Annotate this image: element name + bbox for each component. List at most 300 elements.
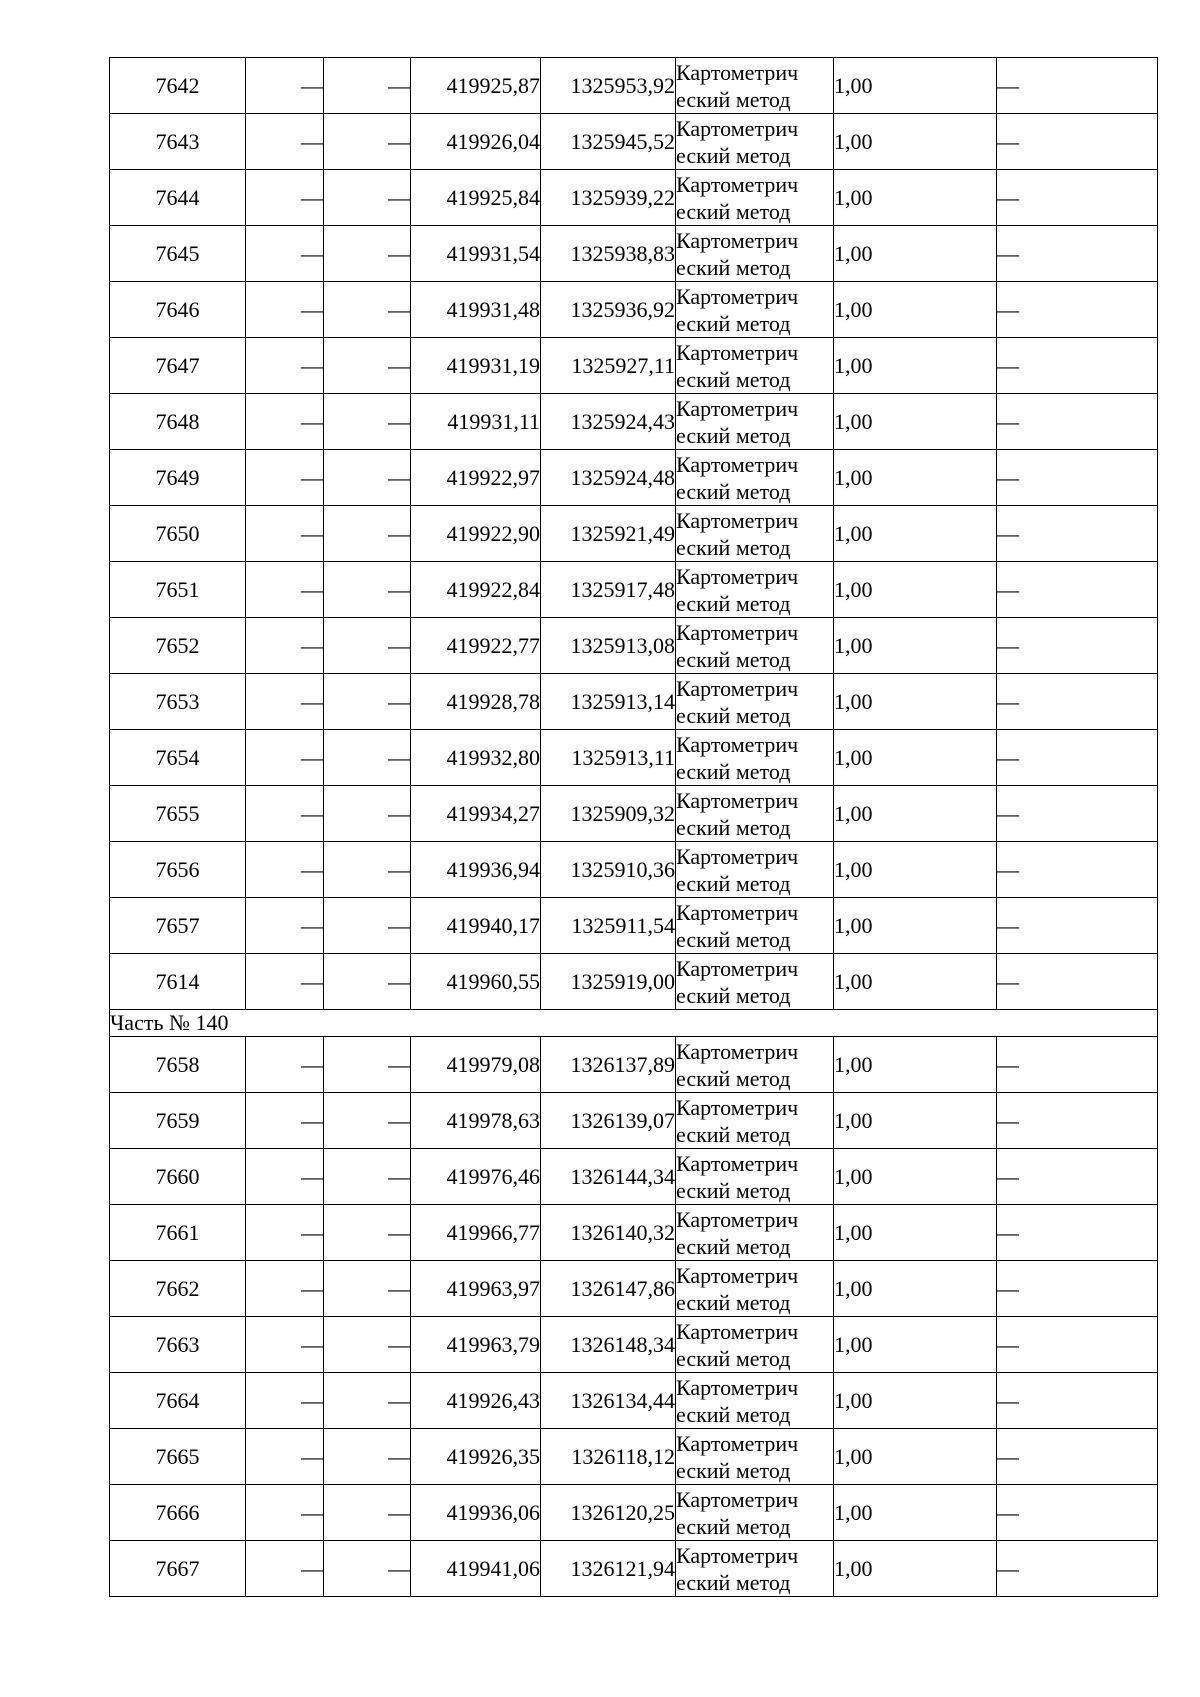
description-cell: — — [997, 394, 1158, 450]
method-cell — [676, 674, 834, 730]
accuracy-cell: 1,00 — [834, 1205, 997, 1261]
old-y-cell: — — [324, 1149, 411, 1205]
method-line-2: еский метод — [676, 1233, 791, 1259]
method-line-1: Картометрич — [676, 171, 799, 197]
table-row — [110, 1037, 1158, 1093]
description-cell: — — [997, 58, 1158, 114]
point-number-cell: 7659 — [110, 1093, 246, 1149]
old-x-cell: — — [246, 954, 324, 1010]
method-line-2: еский метод — [676, 758, 791, 784]
description-cell: — — [997, 450, 1158, 506]
y-coordinate-cell: 1326134,44 — [541, 1373, 676, 1429]
description-cell: — — [997, 338, 1158, 394]
description-cell: — — [997, 1485, 1158, 1541]
accuracy-cell: 1,00 — [834, 1037, 997, 1093]
old-x-cell: — — [246, 170, 324, 226]
point-number-cell: 7650 — [110, 506, 246, 562]
accuracy-cell: 1,00 — [834, 1429, 997, 1485]
point-number-cell: 7662 — [110, 1261, 246, 1317]
method-cell — [676, 1373, 834, 1429]
old-x-cell: — — [246, 730, 324, 786]
accuracy-cell: 1,00 — [834, 1373, 997, 1429]
method-line-1: Картометрич — [676, 1038, 799, 1064]
method-line-1: Картометрич — [676, 1150, 799, 1176]
table-row — [110, 282, 1158, 338]
method-line-2: еский метод — [676, 1401, 791, 1427]
description-cell: — — [997, 674, 1158, 730]
method-line-2: еский метод — [676, 590, 791, 616]
y-coordinate-cell: 1325911,54 — [541, 898, 676, 954]
y-coordinate-cell: 1325938,83 — [541, 226, 676, 282]
method-line-1: Картометрич — [676, 339, 799, 365]
x-coordinate-cell: 419922,84 — [411, 562, 541, 618]
point-number-cell: 7649 — [110, 450, 246, 506]
description-cell: — — [997, 170, 1158, 226]
old-y-cell: — — [324, 58, 411, 114]
method-line-2: еский метод — [676, 422, 791, 448]
description-cell: — — [997, 1373, 1158, 1429]
old-x-cell: — — [246, 674, 324, 730]
description-cell: — — [997, 562, 1158, 618]
table-row — [110, 1373, 1158, 1429]
old-x-cell: — — [246, 842, 324, 898]
old-x-cell: — — [246, 1317, 324, 1373]
point-number-cell: 7655 — [110, 786, 246, 842]
point-number-cell: 7647 — [110, 338, 246, 394]
old-x-cell: — — [246, 114, 324, 170]
point-number-cell: 7656 — [110, 842, 246, 898]
section-title: Часть № 140 — [110, 1010, 1158, 1037]
table-row — [110, 226, 1158, 282]
y-coordinate-cell: 1325945,52 — [541, 114, 676, 170]
method-line-2: еский метод — [676, 310, 791, 336]
old-x-cell: — — [246, 786, 324, 842]
method-line-1: Картометрич — [676, 283, 799, 309]
x-coordinate-cell: 419978,63 — [411, 1093, 541, 1149]
y-coordinate-cell: 1326137,89 — [541, 1037, 676, 1093]
method-line-1: Картометрич — [676, 731, 799, 757]
table-body — [110, 58, 1158, 1597]
old-y-cell: — — [324, 1261, 411, 1317]
method-line-2: еский метод — [676, 870, 791, 896]
point-number-cell: 7651 — [110, 562, 246, 618]
old-y-cell: — — [324, 1541, 411, 1597]
y-coordinate-cell: 1325913,08 — [541, 618, 676, 674]
old-x-cell: — — [246, 58, 324, 114]
description-cell: — — [997, 506, 1158, 562]
y-coordinate-cell: 1326120,25 — [541, 1485, 676, 1541]
method-line-2: еский метод — [676, 1121, 791, 1147]
description-cell: — — [997, 618, 1158, 674]
method-line-2: еский метод — [676, 366, 791, 392]
table-row — [110, 450, 1158, 506]
point-number-cell: 7648 — [110, 394, 246, 450]
description-cell: — — [997, 954, 1158, 1010]
y-coordinate-cell: 1326121,94 — [541, 1541, 676, 1597]
method-line-1: Картометрич — [676, 787, 799, 813]
method-cell — [676, 450, 834, 506]
method-line-2: еский метод — [676, 478, 791, 504]
old-y-cell: — — [324, 674, 411, 730]
table-row — [110, 1149, 1158, 1205]
old-y-cell: — — [324, 1205, 411, 1261]
description-cell: — — [997, 1149, 1158, 1205]
method-cell — [676, 282, 834, 338]
old-y-cell: — — [324, 226, 411, 282]
method-cell — [676, 1261, 834, 1317]
method-cell — [676, 394, 834, 450]
old-x-cell: — — [246, 898, 324, 954]
table-row — [110, 1317, 1158, 1373]
method-line-1: Картометрич — [676, 1486, 799, 1512]
point-number-cell: 7653 — [110, 674, 246, 730]
accuracy-cell: 1,00 — [834, 338, 997, 394]
old-y-cell: — — [324, 1093, 411, 1149]
old-x-cell: — — [246, 1373, 324, 1429]
y-coordinate-cell: 1325936,92 — [541, 282, 676, 338]
old-x-cell: — — [246, 562, 324, 618]
method-line-2: еский метод — [676, 982, 791, 1008]
accuracy-cell: 1,00 — [834, 58, 997, 114]
method-cell — [676, 1485, 834, 1541]
method-cell — [676, 1205, 834, 1261]
y-coordinate-cell: 1326147,86 — [541, 1261, 676, 1317]
accuracy-cell: 1,00 — [834, 450, 997, 506]
accuracy-cell: 1,00 — [834, 954, 997, 1010]
table-row — [110, 338, 1158, 394]
y-coordinate-cell: 1326144,34 — [541, 1149, 676, 1205]
method-cell — [676, 1317, 834, 1373]
old-y-cell: — — [324, 394, 411, 450]
old-y-cell: — — [324, 1429, 411, 1485]
x-coordinate-cell: 419926,43 — [411, 1373, 541, 1429]
old-y-cell: — — [324, 954, 411, 1010]
accuracy-cell: 1,00 — [834, 170, 997, 226]
point-number-cell: 7665 — [110, 1429, 246, 1485]
method-line-2: еский метод — [676, 814, 791, 840]
accuracy-cell: 1,00 — [834, 114, 997, 170]
method-cell — [676, 730, 834, 786]
old-x-cell: — — [246, 1205, 324, 1261]
method-line-1: Картометрич — [676, 115, 799, 141]
description-cell: — — [997, 1429, 1158, 1485]
accuracy-cell: 1,00 — [834, 562, 997, 618]
accuracy-cell: 1,00 — [834, 1485, 997, 1541]
accuracy-cell: 1,00 — [834, 786, 997, 842]
table-row — [110, 1429, 1158, 1485]
y-coordinate-cell: 1325924,48 — [541, 450, 676, 506]
method-cell — [676, 170, 834, 226]
y-coordinate-cell: 1325919,00 — [541, 954, 676, 1010]
x-coordinate-cell: 419936,94 — [411, 842, 541, 898]
description-cell: — — [997, 282, 1158, 338]
method-line-1: Картометрич — [676, 1374, 799, 1400]
old-x-cell: — — [246, 450, 324, 506]
table-row — [110, 1205, 1158, 1261]
x-coordinate-cell: 419928,78 — [411, 674, 541, 730]
y-coordinate-cell: 1325953,92 — [541, 58, 676, 114]
coordinates-table — [109, 57, 1158, 1597]
old-y-cell: — — [324, 170, 411, 226]
point-number-cell: 7657 — [110, 898, 246, 954]
x-coordinate-cell: 419922,97 — [411, 450, 541, 506]
table-row — [110, 114, 1158, 170]
section-header-row — [110, 1010, 1158, 1037]
point-number-cell: 7663 — [110, 1317, 246, 1373]
table-row — [110, 394, 1158, 450]
accuracy-cell: 1,00 — [834, 898, 997, 954]
x-coordinate-cell: 419925,84 — [411, 170, 541, 226]
method-line-1: Картометрич — [676, 1206, 799, 1232]
method-cell — [676, 506, 834, 562]
table-row — [110, 1485, 1158, 1541]
old-x-cell: — — [246, 394, 324, 450]
old-x-cell: — — [246, 1149, 324, 1205]
accuracy-cell: 1,00 — [834, 394, 997, 450]
point-number-cell: 7666 — [110, 1485, 246, 1541]
y-coordinate-cell: 1326140,32 — [541, 1205, 676, 1261]
accuracy-cell: 1,00 — [834, 1093, 997, 1149]
old-x-cell: — — [246, 226, 324, 282]
table-row — [110, 562, 1158, 618]
method-line-1: Картометрич — [676, 619, 799, 645]
y-coordinate-cell: 1325939,22 — [541, 170, 676, 226]
accuracy-cell: 1,00 — [834, 730, 997, 786]
method-line-2: еский метод — [676, 1569, 791, 1595]
y-coordinate-cell: 1326118,12 — [541, 1429, 676, 1485]
x-coordinate-cell: 419922,90 — [411, 506, 541, 562]
method-line-1: Картометрич — [676, 955, 799, 981]
y-coordinate-cell: 1325913,11 — [541, 730, 676, 786]
accuracy-cell: 1,00 — [834, 842, 997, 898]
old-y-cell: — — [324, 1317, 411, 1373]
method-cell — [676, 1093, 834, 1149]
x-coordinate-cell: 419976,46 — [411, 1149, 541, 1205]
x-coordinate-cell: 419925,87 — [411, 58, 541, 114]
x-coordinate-cell: 419931,11 — [411, 394, 541, 450]
table-row — [110, 786, 1158, 842]
description-cell: — — [997, 842, 1158, 898]
x-coordinate-cell: 419934,27 — [411, 786, 541, 842]
accuracy-cell: 1,00 — [834, 1261, 997, 1317]
old-y-cell: — — [324, 282, 411, 338]
description-cell: — — [997, 1037, 1158, 1093]
method-line-2: еский метод — [676, 254, 791, 280]
old-y-cell: — — [324, 1373, 411, 1429]
accuracy-cell: 1,00 — [834, 618, 997, 674]
x-coordinate-cell: 419931,48 — [411, 282, 541, 338]
y-coordinate-cell: 1326148,34 — [541, 1317, 676, 1373]
table-row — [110, 506, 1158, 562]
point-number-cell: 7661 — [110, 1205, 246, 1261]
method-cell — [676, 898, 834, 954]
old-y-cell: — — [324, 1485, 411, 1541]
method-line-2: еский метод — [676, 534, 791, 560]
table-row — [110, 1093, 1158, 1149]
x-coordinate-cell: 419966,77 — [411, 1205, 541, 1261]
description-cell: — — [997, 786, 1158, 842]
x-coordinate-cell: 419940,17 — [411, 898, 541, 954]
point-number-cell: 7658 — [110, 1037, 246, 1093]
old-y-cell: — — [324, 618, 411, 674]
method-line-1: Картометрич — [676, 1542, 799, 1568]
method-line-2: еский метод — [676, 646, 791, 672]
method-cell — [676, 1429, 834, 1485]
method-cell — [676, 786, 834, 842]
point-number-cell: 7642 — [110, 58, 246, 114]
method-line-1: Картометрич — [676, 1094, 799, 1120]
y-coordinate-cell: 1325910,36 — [541, 842, 676, 898]
method-cell — [676, 618, 834, 674]
old-y-cell: — — [324, 562, 411, 618]
method-line-2: еский метод — [676, 1065, 791, 1091]
old-x-cell: — — [246, 338, 324, 394]
method-line-1: Картометрич — [676, 899, 799, 925]
table-row — [110, 618, 1158, 674]
accuracy-cell: 1,00 — [834, 226, 997, 282]
method-line-1: Картометрич — [676, 451, 799, 477]
point-number-cell: 7660 — [110, 1149, 246, 1205]
description-cell: — — [997, 730, 1158, 786]
old-y-cell: — — [324, 506, 411, 562]
method-line-2: еский метод — [676, 1513, 791, 1539]
method-cell — [676, 1149, 834, 1205]
description-cell: — — [997, 1261, 1158, 1317]
point-number-cell: 7614 — [110, 954, 246, 1010]
old-x-cell: — — [246, 1037, 324, 1093]
method-line-2: еский метод — [676, 142, 791, 168]
method-line-1: Картометрич — [676, 507, 799, 533]
method-line-2: еский метод — [676, 198, 791, 224]
method-cell — [676, 562, 834, 618]
y-coordinate-cell: 1325924,43 — [541, 394, 676, 450]
point-number-cell: 7652 — [110, 618, 246, 674]
method-cell — [676, 226, 834, 282]
method-line-2: еский метод — [676, 86, 791, 112]
y-coordinate-cell: 1325927,11 — [541, 338, 676, 394]
x-coordinate-cell: 419936,06 — [411, 1485, 541, 1541]
point-number-cell: 7667 — [110, 1541, 246, 1597]
method-line-2: еский метод — [676, 702, 791, 728]
x-coordinate-cell: 419931,19 — [411, 338, 541, 394]
method-cell — [676, 842, 834, 898]
old-x-cell: — — [246, 1261, 324, 1317]
x-coordinate-cell: 419979,08 — [411, 1037, 541, 1093]
table-row — [110, 730, 1158, 786]
description-cell: — — [997, 1541, 1158, 1597]
y-coordinate-cell: 1325913,14 — [541, 674, 676, 730]
accuracy-cell: 1,00 — [834, 282, 997, 338]
table-row — [110, 898, 1158, 954]
method-line-1: Картометрич — [676, 1318, 799, 1344]
old-y-cell: — — [324, 450, 411, 506]
old-y-cell: — — [324, 730, 411, 786]
accuracy-cell: 1,00 — [834, 674, 997, 730]
method-line-1: Картометрич — [676, 1262, 799, 1288]
description-cell: — — [997, 114, 1158, 170]
x-coordinate-cell: 419932,80 — [411, 730, 541, 786]
y-coordinate-cell: 1325921,49 — [541, 506, 676, 562]
x-coordinate-cell: 419941,06 — [411, 1541, 541, 1597]
old-x-cell: — — [246, 282, 324, 338]
table-row — [110, 842, 1158, 898]
method-line-2: еский метод — [676, 1289, 791, 1315]
x-coordinate-cell: 419963,79 — [411, 1317, 541, 1373]
old-y-cell: — — [324, 786, 411, 842]
point-number-cell: 7646 — [110, 282, 246, 338]
method-line-2: еский метод — [676, 926, 791, 952]
method-line-2: еский метод — [676, 1177, 791, 1203]
old-x-cell: — — [246, 1485, 324, 1541]
accuracy-cell: 1,00 — [834, 506, 997, 562]
old-x-cell: — — [246, 618, 324, 674]
method-line-1: Картометрич — [676, 843, 799, 869]
old-y-cell: — — [324, 898, 411, 954]
table-row — [110, 170, 1158, 226]
table-row — [110, 674, 1158, 730]
point-number-cell: 7643 — [110, 114, 246, 170]
x-coordinate-cell: 419963,97 — [411, 1261, 541, 1317]
x-coordinate-cell: 419922,77 — [411, 618, 541, 674]
accuracy-cell: 1,00 — [834, 1541, 997, 1597]
method-line-2: еский метод — [676, 1345, 791, 1371]
old-y-cell: — — [324, 338, 411, 394]
method-cell — [676, 58, 834, 114]
point-number-cell: 7664 — [110, 1373, 246, 1429]
method-line-2: еский метод — [676, 1457, 791, 1483]
y-coordinate-cell: 1326139,07 — [541, 1093, 676, 1149]
x-coordinate-cell: 419960,55 — [411, 954, 541, 1010]
description-cell: — — [997, 1093, 1158, 1149]
y-coordinate-cell: 1325909,32 — [541, 786, 676, 842]
method-cell — [676, 114, 834, 170]
old-x-cell: — — [246, 1093, 324, 1149]
method-line-1: Картометрич — [676, 59, 799, 85]
table-row — [110, 1261, 1158, 1317]
method-line-1: Картометрич — [676, 227, 799, 253]
x-coordinate-cell: 419926,35 — [411, 1429, 541, 1485]
description-cell: — — [997, 898, 1158, 954]
old-y-cell: — — [324, 114, 411, 170]
table-row — [110, 954, 1158, 1010]
point-number-cell: 7645 — [110, 226, 246, 282]
table-row — [110, 1541, 1158, 1597]
method-line-1: Картометрич — [676, 675, 799, 701]
accuracy-cell: 1,00 — [834, 1317, 997, 1373]
x-coordinate-cell: 419931,54 — [411, 226, 541, 282]
old-x-cell: — — [246, 1429, 324, 1485]
description-cell: — — [997, 1317, 1158, 1373]
old-x-cell: — — [246, 1541, 324, 1597]
accuracy-cell: 1,00 — [834, 1149, 997, 1205]
method-cell — [676, 1541, 834, 1597]
method-cell — [676, 954, 834, 1010]
y-coordinate-cell: 1325917,48 — [541, 562, 676, 618]
description-cell: — — [997, 226, 1158, 282]
old-y-cell: — — [324, 1037, 411, 1093]
method-cell — [676, 1037, 834, 1093]
point-number-cell: 7654 — [110, 730, 246, 786]
method-cell — [676, 338, 834, 394]
method-line-1: Картометрич — [676, 563, 799, 589]
method-line-1: Картометрич — [676, 395, 799, 421]
description-cell: — — [997, 1205, 1158, 1261]
x-coordinate-cell: 419926,04 — [411, 114, 541, 170]
method-line-1: Картометрич — [676, 1430, 799, 1456]
old-y-cell: — — [324, 842, 411, 898]
point-number-cell: 7644 — [110, 170, 246, 226]
old-x-cell: — — [246, 506, 324, 562]
